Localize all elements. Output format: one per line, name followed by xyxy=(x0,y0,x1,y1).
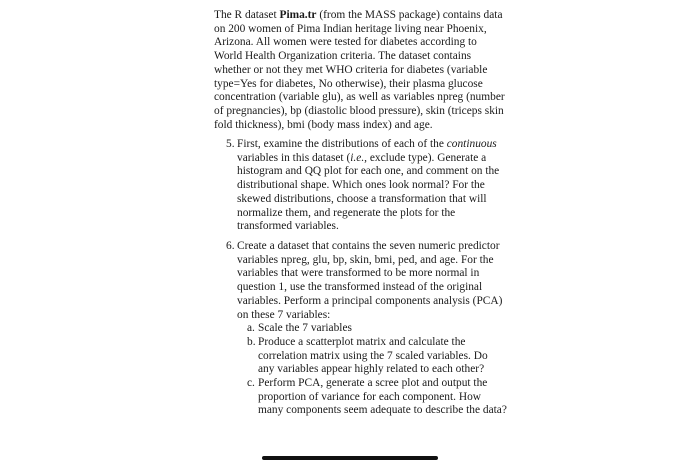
intro-line: The R dataset Pima.tr (from the MASS package) contains data xyxy=(214,9,503,21)
intro-line: World Health Organization criteria. The dataset contains xyxy=(214,50,472,63)
question-line: variables. Perform a principal components analysis (PCA) xyxy=(237,294,503,307)
question-6: 6. Create a dataset that contains the seven numeric predictor variables npreg, glu, bp, skin, bmi, ped, and age. For the variables that were transformed to be more normal in question 1, use the transformed instead of the original variables. Perform a principal components analysis (PCA) on these 7 variables: a. Scale the 7 variables b. Produce a scatterplot matrix and calculate the correlation matrix using the 7 scaled variables. Do any variables appear highly related to each other? c. Perform PCA, generate a scree plot and output the proportion of variance for each component. How many components seem adequate to describe the data? xyxy=(226,240,516,418)
question-line: distributional shape. Which ones look normal? For the xyxy=(237,179,485,192)
question-line: histogram and QQ plot for each one, and comment on the xyxy=(237,165,500,178)
intro-line: type=Yes for diabetes, No otherwise), their plasma glucose xyxy=(214,77,483,90)
subitem-line: proportion of variance for each component. How xyxy=(258,390,481,403)
intro-line: of pregnancies), bp (diastolic blood pressure), skin (triceps skin xyxy=(214,104,504,117)
subitem-c: c. Perform PCA, generate a scree plot and output the xyxy=(247,377,488,390)
question-line: transformed variables. xyxy=(237,220,339,233)
question-line: question 1, use the transformed instead of the original xyxy=(237,281,483,294)
question-5: 5. First, examine the distributions of each of the continuous variables in this dataset (i.e., exclude type). Generate a histogram and QQ plot for each one, and comment on the distributional shape. Which ones look normal? For the skewed distributions, choose a transformation that will normalize them, and regenerate the plots for the transformed variables. xyxy=(226,138,516,234)
question-number: 6. xyxy=(226,240,235,252)
intro-line: fold thickness), bmi (body mass index) and age. xyxy=(214,118,433,131)
question-line: skewed distributions, choose a transformation that will xyxy=(237,192,487,205)
dataset-name: Pima.tr xyxy=(279,9,317,21)
subitem-line: correlation matrix using the 7 scaled variables. Do xyxy=(258,349,488,362)
intro-line: concentration (variable glu), as well as variables npreg (number xyxy=(214,91,505,104)
intro-paragraph xyxy=(214,9,514,132)
subitem-b: b. Produce a scatterplot matrix and calculate the xyxy=(247,335,466,348)
subitem-line: many components seem adequate to describe the data? xyxy=(258,404,507,417)
intro-line: whether or not they met WHO criteria for diabetes (variable xyxy=(214,63,488,76)
question-line: normalize them, and regenerate the plots for the xyxy=(237,206,456,219)
intro-line: Arizona. All women were tested for diabetes according to xyxy=(214,36,477,49)
subitem-line: any variables appear highly related to each other? xyxy=(258,363,485,376)
home-indicator[interactable] xyxy=(262,456,438,460)
intro-line: on 200 women of Pima Indian heritage living near Phoenix, xyxy=(214,22,487,35)
question-number: 5. xyxy=(226,138,235,150)
question-line: variables npreg, glu, bp, skin, bmi, ped, and age. For the xyxy=(237,253,494,266)
question-line: on these 7 variables: xyxy=(237,308,331,321)
question-line: variables that were transformed to be more normal in xyxy=(237,267,480,280)
subitem-a: a. Scale the 7 variables xyxy=(247,322,352,335)
